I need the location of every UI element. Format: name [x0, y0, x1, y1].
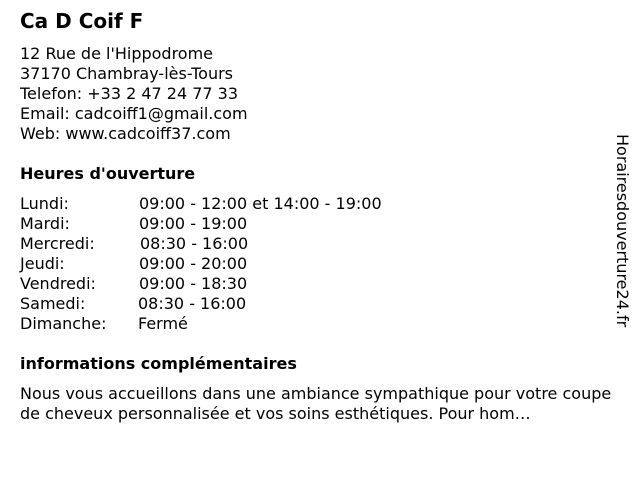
- site-watermark: Horairesdouverture24.fr: [613, 134, 632, 328]
- time-value: 09:00 - 12:00 et 14:00 - 19:00: [139, 194, 382, 213]
- hours-row-thursday: [20, 254, 440, 274]
- hours-row-wednesday: [20, 234, 440, 254]
- time-value: 08:30 - 16:00: [140, 234, 249, 253]
- day-label: Dimanche:: [20, 314, 107, 333]
- day-label: Samedi:: [20, 294, 86, 313]
- hours-row-tuesday: [20, 214, 440, 234]
- contact-block: [20, 44, 248, 144]
- phone-number: Telefon: +33 2 47 24 77 33: [20, 84, 239, 103]
- day-label: Mercredi:: [20, 234, 95, 253]
- hours-row-sunday: [20, 314, 440, 334]
- email-address: Email: cadcoiff1@gmail.com: [20, 104, 248, 123]
- day-label: Lundi:: [20, 194, 69, 213]
- time-value: 08:30 - 16:00: [138, 294, 247, 313]
- day-label: Jeudi:: [20, 254, 65, 273]
- hours-row-saturday: [20, 294, 440, 314]
- day-label: Vendredi:: [20, 274, 96, 293]
- time-value: 09:00 - 19:00: [139, 214, 248, 233]
- time-value: 09:00 - 18:30: [139, 274, 248, 293]
- address-line-2: 37170 Chambray-lès-Tours: [20, 64, 234, 83]
- day-label: Mardi:: [20, 214, 70, 233]
- business-name: Ca D Coif F: [20, 9, 144, 33]
- business-description: Nous vous accueillons dans une ambiance sympathique pour votre coupe de cheveux personnalisée et vos soins esthétiques. Pour hom…: [20, 384, 612, 423]
- address-line-1: 12 Rue de l'Hippodrome: [20, 44, 214, 63]
- website: Web: www.cadcoiff37.com: [20, 124, 231, 143]
- hours-row-friday: [20, 274, 440, 294]
- time-value: Fermé: [138, 314, 188, 333]
- time-value: 09:00 - 20:00: [139, 254, 248, 273]
- opening-hours-table: [20, 194, 440, 334]
- hours-row-monday: [20, 194, 440, 214]
- additional-info-heading: informations complémentaires: [20, 354, 297, 373]
- opening-hours-heading: Heures d'ouverture: [20, 164, 196, 183]
